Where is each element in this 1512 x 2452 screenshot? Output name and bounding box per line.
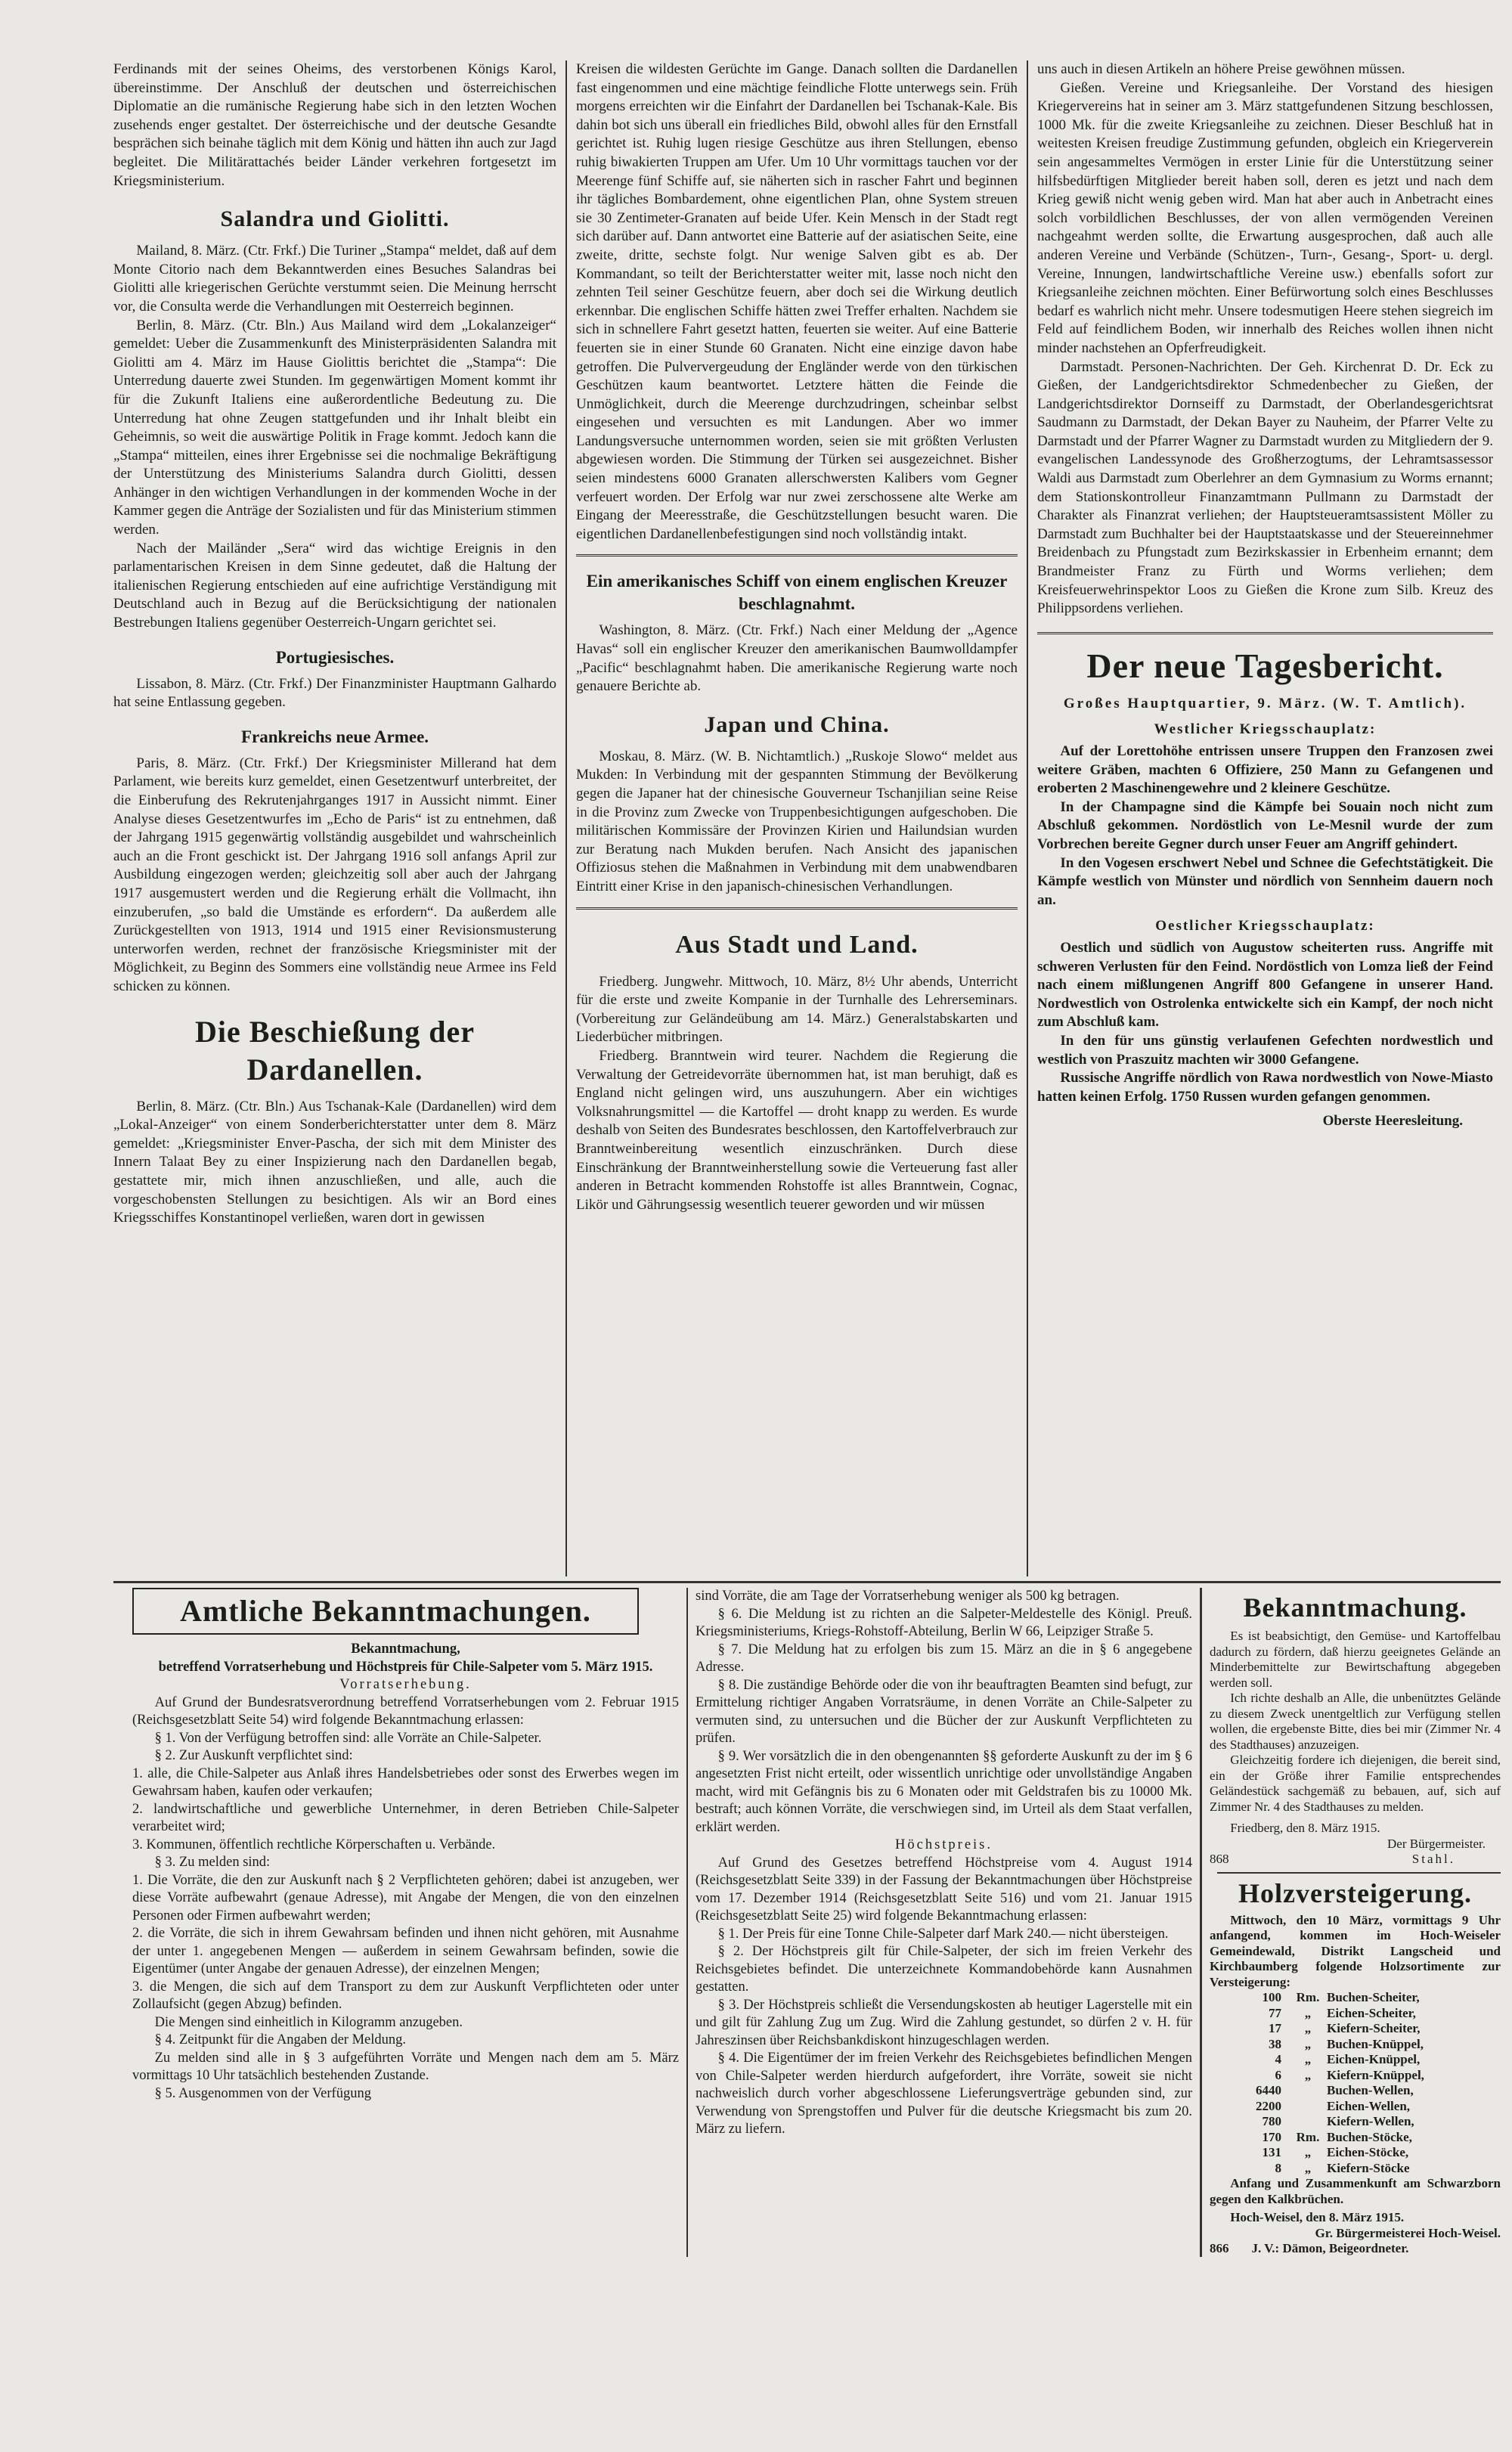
notice-text: Ich richte deshalb an Alle, die unbenütztes Gelände zu diesem Zweck unentgeltlich zur Verfügung stellen wollen, die ergebenste Bitte, dies bei mir (Zimmer Nr. 4 des Stadthauses) anzuzeigen. (1210, 1691, 1501, 1752)
wood-list (1210, 1990, 1501, 2176)
signature: Oberste Heeresleitung. (1322, 1113, 1463, 1130)
article-text: Darmstadt. Personen-Nachrichten. Der Geh. Kirchenrat D. Dr. Eck zu Gießen, der Landgerichtsdirektor Schmedenbecher zu Gießen, der Landgerichtsdirektor Dornseiff zu Darmstadt, der Oberlandesgerichtsrat Saudmann zu Darmstadt, der Dekan Bayer zu Nauheim, der Pfarrer Velte zu Darmstadt und der Pfarrer Wagner zu Darmstadt wurden zu Mitgliedern der 9. evangelischen Landessynode des Großherzogtums, der Lehramtsassessor Waldi aus Darmstadt zum Oberlehrer an dem Gymnasium zu Worms ernannt; dem Stationskontrolleur Finanzamtmann Pullmann zu Darmstadt der Charakter als Finanzrat verliehen; der Hauptsteueramtsassistent Möller zu Darmstadt zum Buchhalter bei der Hauptstaatskasse und der Steuereinnehmer Breidenbach zu Pfungstadt zum Bezirkskassier in Erbenheim ernannt; dem Brandmeister Franz zu Fürth und Worms verliehen; dem Kreisfeuerwehrinspektor Loos zu Gießen die Krone zum Silb. Kreuz des Philippsordens verliehen. (1037, 358, 1493, 617)
section-heading: Vorratserhebung. (339, 1677, 472, 1692)
holzversteigerung-title: Holzversteigerung. (1238, 1877, 1472, 1908)
notice-title: Bekanntmachung, (351, 1641, 460, 1657)
column-1 (113, 60, 567, 1576)
notice-text: § 1. Der Preis für eine Tonne Chile-Salpeter darf Mark 240.— nicht übersteigen. (717, 1926, 1169, 1942)
article-text: Moskau, 8. März. (W. B. Nichtamtlich.) „Ruskoje Slowo“ meldet aus Mukden: In Verbindung mit der gespannten Stimmung der Bevölkerung gegen die Japaner hat der chinesische Gouverneur Tschanjilian seine Reise in die Provinz zum Zwecke von Truppenbesichtigungen aufgeschoben. Die militärischen Kommissäre der Provinzen Kirien und Hailundsian wurden zur Beratung nach Mukden berufen. Nach Ansicht des japanischen Offiziosus stehen die Maßnahmen in Verbindung mit dem unabwendbaren Eintritt einer Krise in den japanisch-chinesischen Verhandlungen. (576, 748, 1018, 894)
amtlich-left (132, 1588, 688, 2257)
amtliche-header: Amtliche Bekanntmachungen. (132, 1588, 639, 1635)
list-item: 17 „ Kiefern-Scheiter, (1269, 2021, 1421, 2035)
article-text: Berlin, 8. März. (Ctr. Bln.) Aus Mailand wird dem „Lokalanzeiger“ gemeldet: Ueber die Zusammenkunft des Ministerpräsidenten Salandra mit Giolitti am 4. März im Hause Giolittis berichtet die „Stampa“: Die Unterredung dauerte zwei Stunden. Im gegenwärtigen Moment kommt ihr für die Zukunft Italiens eine außerordentliche Bedeutung zu. Die Unterredung hat ohne Zeugen stattgefunden und ihr Inhalt bleibt ein Geheimnis, so weit die auswärtige Politik in Frage kommt. Jedoch kann die „Stampa“ mitteilen, eines ihrer Ergebnisse sei die nochmalige Bekräftigung der Unterstützung des Ministeriums Salandra durch Giolitti, dessen Anhänger in den wichtigen Verhandlungen in der kommenden Woche in der Kammer gegen die Anträge der Sozialisten und für das Ministerium stimmen werden. (113, 317, 556, 538)
headline-japan-china: Japan und China. (704, 711, 890, 737)
notice-office: Gr. Bürgermeisterei Hoch-Weisel. (1315, 2225, 1501, 2240)
list-item: 100 Rm. Buchen-Scheiter, (1262, 1990, 1420, 2004)
article-text: Gießen. Vereine und Kriegsanleihe. Der Vorstand des hiesigen Kriegervereins hat in seiner am 3. März stattgefundenen Sitzung beschlossen, 1000 Mk. für die zweite Kriegsanleihe zu zeichnen. Dieser Beschluß hat in weitesten Kreisen freudige Zustimmung gefunden, obgleich ein Kriegerverein sein angesammeltes Vermögen in erster Linie für die Unterstützung seiner hilfsbedürftigen Mitglieder bereit haben soll, deren es jetzt und nach dem Krieg gewiß nicht wenig geben wird. Man hat aber auch in Anbetracht eines solch vorbildlichen Beschlusses, der von allen vermögenden Vereinen nachgeahmt werden sollte, die Erwartung ausgesprochen, daß auch alle anderen Vereine und Verbände (Schützen-, Turn-, Gesang-, Sport- u. dergl. Vereine, Innungen, landwirtschaftliche Vereine usw.) ebenfalls sofort zur Kriegsanleihe zeichnen möchten. Einer Befürwortung solch eines Beschlusses bedarf es wahrlich nicht mehr. Unsere todesmutigen Heere stehen siegreich im Feld auf feindlichem Boden, wir innerhalb des Reiches wollen ihnen nicht minder nachstehen an Opferfreudigkeit. (1037, 79, 1493, 356)
column-2 (567, 60, 1028, 1576)
list-item: 131 „ Eichen-Stöcke, (1262, 2145, 1409, 2159)
report-text: In den Vogesen erschwert Nebel und Schnee die Gefechtstätigkeit. Die Kämpfe westlich von Münster und nördlich von Sennheim dauern noch an. (1037, 854, 1493, 908)
report-text: Oestlich und südlich von Augustow scheiterten russ. Angriffe mit schweren Verlusten für den Feind. Nordöstlich von Lomza ließ der Feind nach einem mißlungenen Angriff 800 Gefangene in unserer Hand. Nordwestlich von Ostrolenka entwickelte sich ein Kampf, der noch nicht zum Abschluß kam. (1037, 939, 1493, 1031)
list-item: 6440 Buchen-Wellen, (1256, 2083, 1414, 2097)
report-text: In den für uns günstig verlaufenen Gefechten nordwestlich und westlich von Praszuitz machten wir 3000 Gefangene. (1037, 1032, 1493, 1068)
notice-text: § 3. Der Höchstpreis schließt die Versendungskosten ab heutiger Lagerstelle mit ein und gilt für Zahlung Zug um Zug. Wird die Zahlung gestundet, so dürfen 2 v. H. für Jahreszinsen über Reichsbankdiskont hinzugeschlagen werden. (696, 1997, 1192, 2048)
bottom-section (132, 1588, 1501, 2257)
notice-text: 1. Die Vorräte, die den zur Auskunft nach § 2 Verpflichteten gehören; dabei ist anzugeben, wer diese Vorräte aufbewahrt (genaue Adresse), mit Angabe der Mengen, die von den einzelnen Personen oder Firmen aufbewahrt werden; (132, 1872, 679, 1923)
notice-subtitle: betreffend Vorratserhebung und Höchstpreis für Chile-Salpeter vom 5. März 1915. (158, 1659, 653, 1675)
divider (576, 907, 1018, 910)
list-item: 6 „ Kiefern-Knüppel, (1275, 2067, 1424, 2082)
amtlich-right (1202, 1588, 1501, 2257)
headline-amerikanisches-schiff: Ein amerikanisches Schiff von einem englischen Kreuzer beschlagnahmt. (586, 572, 1008, 614)
dateline: Großes Hauptquartier, 9. März. (W. T. Amtlich). (1063, 695, 1467, 711)
notice-text: § 2. Zur Auskunft verpflichtet sind: (154, 1748, 353, 1763)
article-text: Berlin, 8. März. (Ctr. Bln.) Aus Tschanak-Kale (Dardanellen) wird dem „Lokal-Anzeiger“ von einem Sonderberichterstatter unter dem 8. März gemeldet: „Kriegsminister Enver-Pascha, der sich mit dem Minister des Innern Talaat Bey zu einer Inspizierung nach den Dardanellen begab, gestattete mir, mich ihnen anzuschließen, und alle, auch die vorgeschobensten Stellungen zu besichtigen. Als wir an Bord eines Kriegsschiffes Konstantinopel verließen, waren dort in gewissen (113, 1098, 556, 1226)
divider (1217, 1872, 1501, 1874)
headline-portugiesisches: Portugiesisches. (275, 647, 395, 667)
section-heading: Höchstpreis. (895, 1837, 993, 1852)
notice-text: 3. die Mengen, die sich auf dem Transport zu dem zur Auskunft Verpflichteten oder unter Zollaufsicht (gegen Abzug) befinden. (132, 1979, 679, 2012)
notice-text: § 7. Die Meldung hat zu erfolgen bis zum 15. März an die in § 6 angegebene Adresse. (696, 1641, 1192, 1675)
notice-text: Es ist beabsichtigt, den Gemüse- und Kartoffelbau dadurch zu fördern, daß hierzu geeignetes Gelände an Minderbemittelte zur Bewirtschaftung abgegeben werden soll. (1210, 1629, 1501, 1690)
notice-text: § 8. Die zuständige Behörde oder die von ihr beauftragten Beamten sind befugt, zur Ermittelung richtiger Angaben Vorratsräume, in denen Vorräte an Chile-Salpeter zu vermuten sind, zu untersuchen und die Bücher der zur Auskunft Verpflichteten zu prüfen. (696, 1677, 1192, 1746)
tagesbericht-box (1037, 632, 1493, 1131)
list-item: 2200 Eichen-Wellen, (1256, 2098, 1411, 2113)
amtlich-middle (688, 1588, 1202, 2257)
headline-salandra-giolitti: Salandra und Giolitti. (220, 206, 450, 232)
notice-text: § 6. Die Meldung ist zu richten an die Salpeter-Meldestelle des Königl. Preuß. Kriegsministeriums, Kriegs-Rohstoff-Abteilung, Berlin W 66, Leipziger Straße 5. (696, 1606, 1192, 1639)
ad-number: 866 (1210, 2241, 1229, 2255)
list-item: 38 „ Buchen-Knüppel, (1269, 2036, 1424, 2051)
subheading-east: Oestlicher Kriegsschauplatz: (1155, 918, 1375, 935)
article-text: uns auch in diesen Artikeln an höhere Preise gewöhnen müssen. (1037, 61, 1405, 77)
article-text: Kreisen die wildesten Gerüchte im Gange. Danach sollten die Dardanellen fast eingenommen und eine mächtige feindliche Flotte unterwegs sein. Früh morgens erreichten wir die Einfahrt der Dardanellen bei Tschanak-Kale. Bis dahin bot sich uns überall ein friedliches Bild, obwohl alles für den Ernstfall gerichtet ist. Ruhig lugen riesige Geschütze aus ihren Stellungen, ebenso ruhig biwakierten Truppen am Ufer. Um 10 Uhr vormittags tauchen vor der Meerenge fünf Schiffe auf, sie näherten sich in rascher Fahrt und beginnen ihr tägliches Bombardement, ohne eigentlichen Plan, ohne System streuen sie 30 Zentimeter-Granaten auf beide Ufer. Kein Mensch in der Stadt regt sich darüber auf. Dann antwortet eine Batterie auf der asiatischen Seite, eine zweite, dritte, sechste folgt. Nur wenige Salven gibt es ab. Der Kommandant, so teilt der Berichterstatter weiter mit, lasse noch nicht den zehnten Teil seiner Geschütze feuern, aber doch sei die Wirkung deutlich erkennbar. Die englischen Schiffe hätten zwei Treffer erhalten. Nachdem sie sich in schnellere Fahrt gesetzt hatten, feuerten sie weiter. Auf eine Batterie feuerten sie in einer Stunde 60 Granaten. Nicht eine einzige davon habe getroffen. Die Pulververgeudung der Engländer werde von den türkischen Geschützen kaum beantwortet. Letztere hätten die Feinde die Unmöglichkeit, durch die Meerenge durchzudringen, scheinbar selbst eingesehen und versuchten es mit Landungen. Aber wo immer Landungsversuche unternommen worden, seien sie mit größten Verlusten abgewiesen worden. Die Stimmung der Türken sei ausgezeichnet. Bisher seien mindestens 6000 Granaten allerschwersten Kalibers vom Gegner verfeuert worden. Der Erfolg war nur zwei zerschossene alte Werke am Eingang der Meeresstraße, die Geschützstellungen besucht waren. Die eigentlichen Dardanellenbefestigungen sind noch vollständig intakt. (576, 61, 1018, 542)
article-text: Lissabon, 8. März. (Ctr. Frkf.) Der Finanzminister Hauptmann Galhardo hat seine Entlassung gegeben. (113, 675, 556, 711)
list-item: 780 Kiefern-Wellen, (1262, 2114, 1414, 2128)
top-section (113, 60, 1493, 1576)
notice-text: § 4. Die Eigentümer der im freien Verkehr des Reichsgebietes befindlichen Mengen von Chile-Salpeter werden hierdurch aufgefordert, ihre Vorräte, soweit sie nicht nachweislich durch vorher abgeschlossene Lieferungsverträge gebunden sind, zur Verwendung von Sprengstoffen und Pulver für die deutsche Kriegsmacht bis zum 20. März zu liefern. (696, 2051, 1192, 2137)
notice-text: § 4. Zeitpunkt für die Angaben der Meldung. (154, 2032, 407, 2047)
notice-text: 1. alle, die Chile-Salpeter aus Anlaß ihres Handelsbetriebes oder sonst des Erwerbes wegen im Gewahrsam haben, kaufen oder verkaufen; (132, 1765, 679, 1799)
notice-text: Auf Grund des Gesetzes betreffend Höchstpreise vom 4. August 1914 (Reichsgesetzblatt Seite 339) in der Fassung der Bekanntmachungen über Höchstpreise vom 17. Dezember 1914 (Reichsgesetzblatt Seite 516) und vom 21. Januar 1915 (Reichsgesetzblatt Seite 25) wird folgende Bekanntmachung erlassen: (696, 1855, 1192, 1923)
notice-text: Auf Grund der Bundesratsverordnung betreffend Vorratserhebungen vom 2. Februar 1915 (Reichsgesetzblatt Seite 54) wird folgende Bekanntmachung erlassen: (132, 1694, 679, 1728)
notice-text: Gleichzeitig fordere ich diejenigen, die bereit sind, ein der Größe ihrer Familie entsprechendes Geländestück sachgemäß zu bebauen, auf, sich auf Zimmer Nr. 4 des Stadthauses zu melden. (1210, 1753, 1501, 1814)
article-text: Ferdinands mit der seines Oheims, des verstorbenen Königs Karol, übereinstimme. Der Anschluß der deutschen und österreichischen Diplomatie an die rumänische Regierung habe sich in den letzten Wochen zusehends enger gestaltet. Der österreichische und der deutsche Gesandte besprächen sich beinahe täglich mit dem König und hätten ihn auch zur Jagd begleitet. Die Militärattachés beider Länder verkehren fortgesetzt im Kriegsministerium. (113, 61, 556, 189)
notice-signature: J. V.: Dämon, Beigeordneter. (1251, 2241, 1409, 2255)
list-item: 8 „ Kiefern-Stöcke (1275, 2160, 1410, 2175)
ad-number: 868 (1210, 1852, 1229, 1866)
article-text: Friedberg. Branntwein wird teurer. Nachdem die Regierung die Verwaltung der Getreidevorräte übernommen hat, ist man beruhigt, daß es England nicht gelingen wird, uns auszuhungern. Aber ein wichtiges Volksnahrungsmittel — die Kartoffel — droht knapp zu werden. Es wurde deshalb von Seiten des Bundesrates beschlossen, den Kartoffelverbrauch zur Branntweinbereitung wesentlich einzuschränken. Durch diese Einschränkung der Branntweinherstellung sowie die Verteuerung fast aller anderen in Betracht kommenden Rohstoffe ist alles Branntwein, Cognac, Likör und Gährungsessig wesentlich teuerer geworden und wir müssen (576, 1047, 1018, 1213)
headline-frankreich-armee: Frankreichs neue Armee. (240, 727, 429, 746)
headline-dardanellen: Die Beschießung der Dardanellen. (194, 1014, 476, 1087)
article-text: Friedberg. Jungwehr. Mittwoch, 10. März, 8½ Uhr abends, Unterricht für die erste und zweite Kompanie in der Turnhalle des Lehrerseminars. (Vorbereitung zur Geländeübung am 14. März.) Generalstabskarten und Liederbücher mitbringen. (576, 973, 1018, 1046)
notice-text: 3. Kommunen, öffentlich rechtliche Körperschaften u. Verbände. (132, 1837, 496, 1852)
notice-text: Zu melden sind alle in § 3 aufgeführten Vorräte und Mengen nach dem am 5. März vormittags 10 Uhr tatsächlich bestehenden Zustande. (132, 2050, 679, 2083)
notice-date: Friedberg, den 8. März 1915. (1230, 1821, 1380, 1835)
notice-text: § 1. Von der Verfügung betroffen sind: alle Vorräte an Chile-Salpeter. (154, 1730, 542, 1746)
list-item: 170 Rm. Buchen-Stöcke, (1262, 2129, 1412, 2144)
article-text: Washington, 8. März. (Ctr. Frkf.) Nach einer Meldung der „Agence Havas“ soll ein englischer Kreuzer den amerikanischen Baumwolldampfer „Pacific“ beschlagnahmt haben. Die amerikanische Regierung warte noch genauere Berichte ab. (576, 622, 1018, 695)
article-text: Mailand, 8. März. (Ctr. Frkf.) Die Turiner „Stampa“ meldet, daß auf dem Monte Citorio nach dem Bekanntwerden eines Besuches Salandras bei Giolitti alle kriegerischen Gerüchte verstummt seien. Die Meinung herrscht vor, die Consulta werde die Verhandlungen mit Oesterreich beginnen. (113, 243, 557, 315)
list-item: 4 „ Eichen-Knüppel, (1275, 2052, 1421, 2066)
notice-text: § 9. Wer vorsätzlich die in den obengenannten §§ geforderte Auskunft zu der im § 6 angesetzten Frist nicht erteilt, oder wissentlich unrichtige oder unvollständige Angaben macht, wird mit Gefängnis bis zu 6 Monaten oder mit Geldstrafen bis zu 10000 Mk. bestraft; auch können Vorräte, die verschwiegen sind, im Urteil als dem Staat verfallen, erklärt werden. (696, 1748, 1192, 1835)
notice-text: Die Mengen sind einheitlich in Kilogramm anzugeben. (154, 2014, 463, 2030)
column-3 (1028, 60, 1493, 1576)
notice-text: Mittwoch, den 10 März, vormittags 9 Uhr anfangend, kommen im Hoch-Weiseler Gemeindewald, Distrikt Langscheid und Kirchbaumberg folgende Holzsortimente zur Versteigerung: (1210, 1912, 1501, 1989)
divider (576, 554, 1018, 556)
notice-office: Der Bürgermeister. (1387, 1836, 1486, 1851)
article-text: Nach der Mailänder „Sera“ wird das wichtige Ereignis in den parlamentarischen Kreisen in dem Sinne gedeutet, daß die Haltung der italienischen Regierung entschieden auf eine aufrichtige Verständigung mit Deutschland auch in Bezug auf die Berücksichtigung der nationalen Bestrebungen Italiens gegenüber Oesterreich-Ungarn gerichtet sei. (113, 540, 556, 631)
subheading-west: Westlicher Kriegsschauplatz: (1154, 721, 1377, 738)
list-item: 77 „ Eichen-Scheiter, (1269, 2005, 1416, 2020)
notice-text: § 3. Zu melden sind: (154, 1855, 271, 1870)
headline-stadt-land: Aus Stadt und Land. (675, 930, 919, 959)
notice-text: 2. landwirtschaftliche und gewerbliche Unternehmer, in deren Betrieben Chile-Salpeter verarbeitet wird; (132, 1801, 679, 1834)
report-text: In der Champagne sind die Kämpfe bei Souain noch nicht zum Abschluß gekommen. Nordöstlich von Le-Mesnil wurde der zum Vorbrechen bereite Gegner durch unser Feuer am Angriff gehindert. (1037, 798, 1493, 852)
notice-text: sind Vorräte, die am Tage der Vorratserhebung weniger als 500 kg betragen. (696, 1589, 1120, 1604)
notice-signature: Stahl. (1411, 1852, 1455, 1866)
report-text: Russische Angriffe nördlich von Rawa nordwestlich von Nowe-Miasto hatten keinen Erfolg. 1750 Russen wurden gefangen genommen. (1037, 1070, 1493, 1105)
report-text: Auf der Lorettohöhe entrissen unsere Truppen den Franzosen zwei weitere Gräben, machten 6 Offiziere, 250 Mann zu Gefangenen und eroberten 2 Maschinengewehre und 2 kleinere Geschütze. (1037, 743, 1493, 797)
article-text: Paris, 8. März. (Ctr. Frkf.) Der Kriegsminister Millerand hat dem Parlament, wie bereits kurz gemeldet, einen Gesetzentwurf unterbreitet, der die Einberufung des Rekrutenjahrganges 1917 in Aussicht nimmt. Einer Analyse dieses Gesetzentwurfes im „Echo de Paris“ ist zu entnehmen, daß der Jahrgang 1915 gegenwärtig vollständig ausgebildet und wahrscheinlich auch an die Front geschickt ist. Der Jahrgang 1916 soll anfangs April zur Ausbildung eingezogen werden; gleichzeitig soll aber auch der Jahrgang 1917 ausgemustert werden und die Regierung erhält die Vollmacht, ihn einzuberufen, „so bald die Umstände es erfordern“. Da außerdem alle Zurückgestellten von 1913, 1914 und 1915 einer Revisionsmusterung unterworfen werden, rechnet der französische Kriegsminister mit der Möglichkeit, zu Beginn des Sommers eine vollständig neue Armee ins Feld schicken zu können. (113, 755, 556, 994)
bekanntmachung-title: Bekanntmachung. (1243, 1592, 1467, 1623)
headline-tagesbericht: Der neue Tagesbericht. (1086, 646, 1444, 685)
notice-text: § 2. Der Höchstpreis gilt für Chile-Salpeter, der sich im freien Verkehr des Reichsgebietes befindet. Die unterzeichnete Kommandobehörde kann Ausnahmen gestatten. (696, 1944, 1192, 1995)
notice-text: § 5. Ausgenommen von der Verfügung (154, 2085, 371, 2101)
section-rule (113, 1581, 1501, 1583)
notice-text: 2. die Vorräte, die sich in ihrem Gewahrsam befinden und ihnen nicht gehören, mit Ausnahme der unter 1. angegebenen Mengen — außerdem in seinem Gewahrsam befinden, sowie die Eigentümer (unter Angabe der genauen Adresse), der einzelnen Mengen; (132, 1926, 679, 1976)
notice-date: Hoch-Weisel, den 8. März 1915. (1230, 2210, 1405, 2224)
notice-text: Anfang und Zusammenkunft am Schwarzborn gegen den Kalkbrüchen. (1210, 2176, 1501, 2206)
